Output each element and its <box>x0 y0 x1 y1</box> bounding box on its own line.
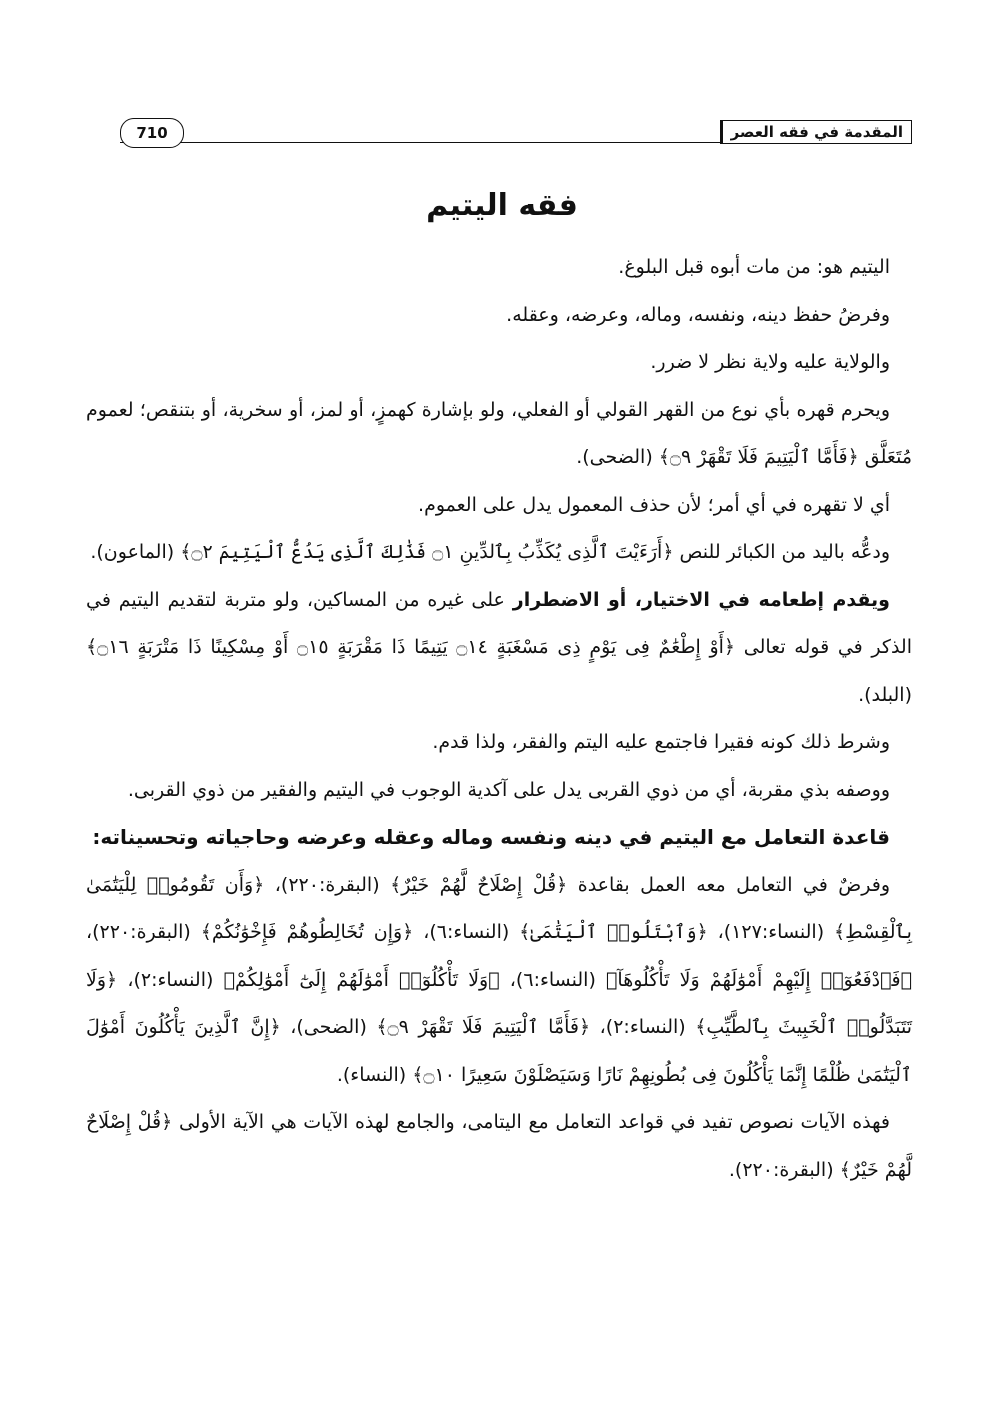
quran-verse: ﴿وَٱبْتَلُوا۟ ٱلْيَتَٰمَىٰ﴾ <box>519 921 708 943</box>
verse-reference: (النساء:٢)، <box>127 968 214 991</box>
body-text <box>86 244 912 1194</box>
paragraph-pushing <box>86 529 912 577</box>
quran-verse: ﴿وَأَن تَقُومُوا۟ لِلْيَتَٰمَىٰ بِٱلْقِسْطِ﴾ <box>86 873 912 943</box>
paragraph-feeding <box>86 577 912 720</box>
verse-reference: (النساء:٢)، <box>599 1016 686 1038</box>
paragraph-text: على غيره من المساكين، ولو متربة لتقديم اليتيم في الذكر في قوله تعالى <box>86 588 912 658</box>
chapter-title: فقه اليتيم <box>426 188 578 223</box>
quran-verse: ﴿أَرَءَيْتَ ٱلَّذِى يُكَذِّبُ بِٱلدِّينِ ۝١ فَذَٰلِكَ ٱلَّذِى يَدُعُّ ٱلْيَتِيمَ ۝٢﴾ <box>180 541 674 563</box>
quran-verse: ﴿قُلْ إِصْلَاحٌ لَّهُمْ خَيْرٌ﴾ <box>86 1111 912 1181</box>
paragraph-text: ودعُّه باليد من الكبائر للنص <box>679 541 890 563</box>
paragraph-prohibition <box>86 387 912 482</box>
verse-reference: (النساء). <box>336 1063 407 1086</box>
quran-verse: ﴿فَأَمَّا ٱلْيَتِيمَ فَلَا تَقْهَرْ ۝٩﴾ <box>376 1016 591 1038</box>
running-header <box>120 120 912 154</box>
quran-verse: ﴿وَإِن تُخَالِطُوهُمْ فَإِخْوَٰنُكُمْ﴾ <box>200 921 414 943</box>
paragraph-guardianship: والولاية عليه ولاية نظر لا ضرر. <box>650 351 890 373</box>
quran-verse: ﴿فَٱدْفَعُوٓا۟ إِلَيْهِمْ أَمْوَٰلَهُمْ وَلَا تَأْكُلُوهَآ﴾ <box>606 968 913 991</box>
paragraph-conclusion <box>86 1099 912 1194</box>
paragraph-generality: أي لا تقهره في أي أمر؛ لأن حذف المعمول يدل على العموم. <box>418 493 890 516</box>
section-heading: قاعدة التعامل مع اليتيم في دينه ونفسه وماله وعقله وعرضه وحاجياته وتحسيناته: <box>92 825 890 849</box>
page-number: 710 <box>120 118 184 148</box>
verse-reference: (البقرة:٢٢٠). <box>728 1158 834 1181</box>
verse-reference: (البقرة:٢٢٠)، <box>274 873 380 896</box>
paragraph-obligation: وفرضُ حفظ دينه، ونفسه، وماله، وعرضه، وعقله. <box>506 303 890 326</box>
paragraph-text: وفرضٌ في التعامل معه العمل بقاعدة <box>577 873 891 896</box>
paragraph-condition: وشرط ذلك كونه فقيرا فاجتمع عليه اليتم والفقر، ولذا قدم. <box>432 731 890 753</box>
paragraph-kinship: ووصفه بذي مقربة، أي من ذوي القربى يدل على آكدية الوجوب في اليتيم والفقير من ذوي القربى. <box>127 778 890 801</box>
verse-reference: (الضحى)، <box>290 1016 367 1038</box>
quran-verse: ﴿وَلَا تَتَبَدَّلُوا۟ ٱلْخَبِيثَ بِٱلطَّيِّبِ﴾ <box>86 968 912 1038</box>
quran-verse: ﴿أَوْ إِطْعَٰمٌ فِى يَوْمٍ ذِى مَسْغَبَةٍ ۝١٤ يَتِيمًا ذَا مَقْرَبَةٍ ۝١٥ أَوْ مِسْكِينًا ذَا مَتْرَبَةٍ ۝١٦﴾ <box>86 636 736 658</box>
bold-phrase: ويقدم إطعامه في الاختيار، أو الاضطرار <box>512 588 890 611</box>
quran-verse: ﴿إِنَّ ٱلَّذِينَ يَأْكُلُونَ أَمْوَٰلَ ٱلْيَتَٰمَىٰ ظُلْمًا إِنَّمَا يَأْكُلُونَ فِى بُطُونِهِمْ نَارًا وَسَيَصْلَوْنَ سَعِيرًا ۝١٠﴾ <box>86 1016 912 1086</box>
paragraph-text: ويحرم قهره بأي نوع من القهر القولي أو الفعلي، ولو بإشارة كهمزٍ، أو لمز، أو سخرية، أو بتنقص؛ لعموم مُتَعَلَّق <box>86 398 912 468</box>
verse-reference: (النساء:١٢٧)، <box>717 921 825 943</box>
paragraph-rules <box>86 862 912 1100</box>
verse-reference: (الضحى). <box>576 446 653 468</box>
verse-reference: (النساء:٦)، <box>423 921 510 943</box>
verse-reference: (البقرة:٢٢٠)، <box>86 921 191 943</box>
quran-verse: ﴿فَأَمَّا ٱلْيَتِيمَ فَلَا تَقْهَرْ ۝٩﴾ <box>658 446 859 468</box>
paragraph-definition: اليتيم هو: من مات أبوه قبل البلوغ. <box>618 256 890 278</box>
verse-reference: (البلد). <box>858 683 912 706</box>
book-title: المقدمة في فقه العصر <box>720 120 912 144</box>
paragraph-text: فهذه الآيات نصوص تفيد في قواعد التعامل مع اليتامى، والجامع لهذه الآيات هي الآية الأولى <box>178 1111 891 1133</box>
verse-reference: (الماعون). <box>90 541 175 563</box>
verse-reference: (النساء:٦)، <box>509 968 596 991</box>
quran-verse: ﴿قُلْ إِصْلَاحٌ لَّهُمْ خَيْرٌ﴾ <box>390 873 568 896</box>
quran-verse: ﴿وَلَا تَأْكُلُوٓا۟ أَمْوَٰلَهُمْ إِلَىٰٓ أَمْوَٰلِكُمْ﴾ <box>223 968 500 991</box>
